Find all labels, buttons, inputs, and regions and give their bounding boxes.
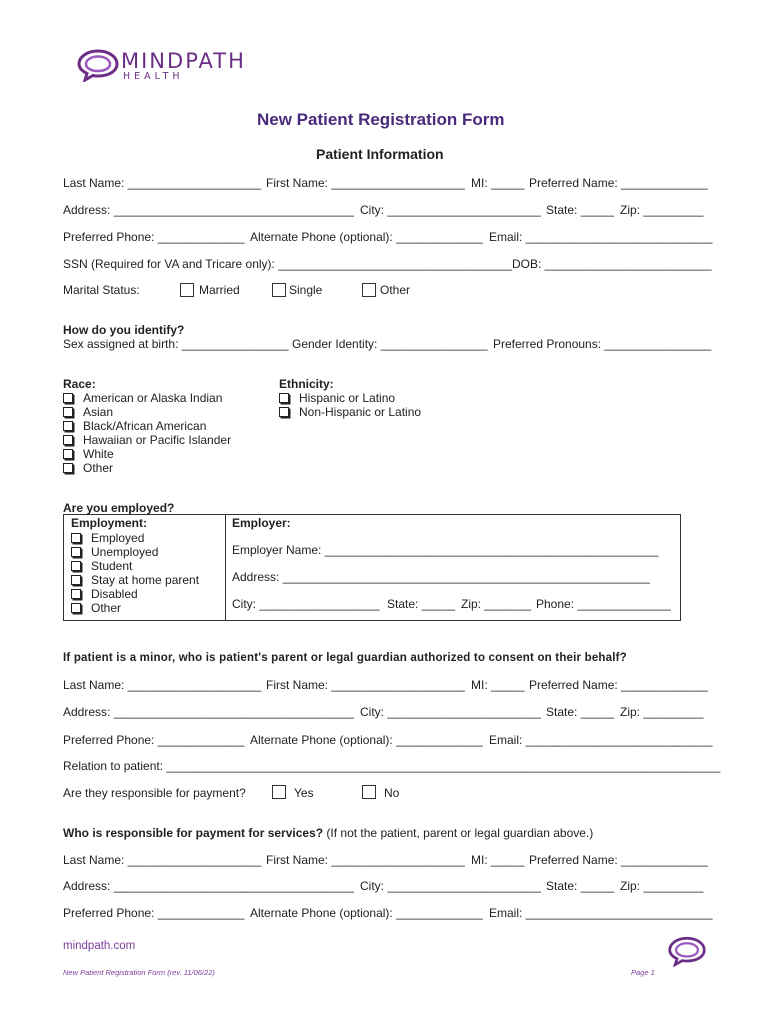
- ethnicity-option[interactable]: Hispanic or Latino: [279, 391, 395, 405]
- race-option[interactable]: Other: [63, 461, 113, 475]
- married-label: Married: [199, 283, 240, 297]
- payment-heading: [63, 826, 593, 840]
- sex-assigned-field[interactable]: Sex assigned at birth: ________________: [63, 337, 289, 351]
- ssn-field[interactable]: SSN (Required for VA and Tricare only): ___________________________________: [63, 257, 512, 271]
- employer-state-field[interactable]: State: _____: [387, 597, 456, 611]
- payer-city-field[interactable]: City: _______________________: [360, 879, 541, 893]
- race-option[interactable]: Asian: [63, 405, 113, 419]
- payer-zip-field[interactable]: Zip: _________: [620, 879, 704, 893]
- speech-bubble-logo-icon: [76, 48, 120, 82]
- payer-first-name-field[interactable]: First Name: ____________________: [266, 853, 465, 867]
- footer-page-number: Page 1: [631, 968, 655, 977]
- no-checkbox[interactable]: [362, 785, 376, 799]
- race-option[interactable]: American or Alaska Indian: [63, 391, 222, 405]
- logo-wordmark: MINDPATH: [121, 49, 246, 73]
- guardian-heading: If patient is a minor, who is patient's parent or legal guardian authorized to consent on their behalf?: [63, 652, 627, 664]
- footer-url: mindpath.com: [63, 940, 136, 952]
- payer-mi-field[interactable]: MI: _____: [471, 853, 525, 867]
- employment-option[interactable]: Disabled: [71, 587, 138, 601]
- relation-field[interactable]: Relation to patient: ___________________________________________________________________________________: [63, 759, 721, 773]
- single-checkbox[interactable]: [272, 283, 286, 297]
- state-field[interactable]: State: _____: [546, 203, 615, 217]
- employment-divider: [225, 515, 226, 620]
- gender-identity-field[interactable]: Gender Identity: ________________: [292, 337, 488, 351]
- checklist-box-icon[interactable]: [279, 393, 289, 403]
- preferred-name-field[interactable]: Preferred Name: _____________: [529, 176, 708, 190]
- single-label: Single: [289, 283, 323, 297]
- guardian-mi-field[interactable]: MI: _____: [471, 678, 525, 692]
- employer-city-field[interactable]: City: __________________: [232, 597, 380, 611]
- payer-preferred-phone-field[interactable]: Preferred Phone: _____________: [63, 906, 245, 920]
- address-field[interactable]: Address: ____________________________________: [63, 203, 354, 217]
- checklist-box-icon[interactable]: [63, 393, 73, 403]
- guardian-state-field[interactable]: State: _____: [546, 705, 615, 719]
- employment-table: [63, 514, 681, 621]
- checklist-box-icon[interactable]: [63, 435, 73, 445]
- checklist-box-icon[interactable]: [71, 533, 81, 543]
- no-label: No: [384, 786, 400, 800]
- employment-option[interactable]: Employed: [71, 531, 144, 545]
- logo-subtitle: HEALTH: [123, 71, 184, 82]
- employment-option[interactable]: Student: [71, 559, 132, 573]
- pronouns-field[interactable]: Preferred Pronouns: ________________: [493, 337, 712, 351]
- preferred-phone-field[interactable]: Preferred Phone: _____________: [63, 230, 245, 244]
- payment-heading-bold: Who is responsible for payment for services?: [63, 826, 324, 840]
- checklist-box-icon[interactable]: [71, 603, 81, 613]
- other-checkbox[interactable]: [362, 283, 376, 297]
- employment-option[interactable]: Unemployed: [71, 545, 158, 559]
- patient-info-heading: Patient Information: [316, 146, 444, 162]
- guardian-first-name-field[interactable]: First Name: ____________________: [266, 678, 465, 692]
- employer-heading: Employer:: [232, 516, 291, 530]
- guardian-email-field[interactable]: Email: ____________________________: [489, 733, 713, 747]
- ethnicity-heading: Ethnicity:: [279, 377, 334, 391]
- form-title: New Patient Registration Form: [257, 110, 505, 129]
- checklist-box-icon[interactable]: [71, 589, 81, 599]
- married-checkbox[interactable]: [180, 283, 194, 297]
- guardian-last-name-field[interactable]: Last Name: ____________________: [63, 678, 262, 692]
- city-field[interactable]: City: _______________________: [360, 203, 541, 217]
- guardian-address-field[interactable]: Address: ____________________________________: [63, 705, 354, 719]
- checklist-box-icon[interactable]: [63, 407, 73, 417]
- yes-checkbox[interactable]: [272, 785, 286, 799]
- payment-heading-note: (If not the patient, parent or legal guardian above.): [323, 826, 594, 840]
- employer-name-field[interactable]: Employer Name: __________________________________________________: [232, 543, 659, 557]
- last-name-field[interactable]: Last Name: ____________________: [63, 176, 262, 190]
- payer-state-field[interactable]: State: _____: [546, 879, 615, 893]
- checklist-box-icon[interactable]: [279, 407, 289, 417]
- other-label: Other: [380, 283, 411, 297]
- alternate-phone-field[interactable]: Alternate Phone (optional): _____________: [250, 230, 483, 244]
- race-option[interactable]: Hawaiian or Pacific Islander: [63, 433, 231, 447]
- checklist-box-icon[interactable]: [71, 575, 81, 585]
- responsible-question: Are they responsible for payment?: [63, 786, 246, 800]
- payer-email-field[interactable]: Email: ____________________________: [489, 906, 713, 920]
- guardian-alternate-phone-field[interactable]: Alternate Phone (optional): _____________: [250, 733, 483, 747]
- employment-option[interactable]: Stay at home parent: [71, 573, 199, 587]
- payer-address-field[interactable]: Address: ____________________________________: [63, 879, 354, 893]
- guardian-zip-field[interactable]: Zip: _________: [620, 705, 704, 719]
- identity-heading: How do you identify?: [63, 323, 185, 337]
- guardian-preferred-phone-field[interactable]: Preferred Phone: _____________: [63, 733, 245, 747]
- dob-field[interactable]: DOB: _________________________: [512, 257, 712, 271]
- yes-label: Yes: [294, 786, 314, 800]
- checklist-box-icon[interactable]: [63, 421, 73, 431]
- employer-address-field[interactable]: Address: _______________________________________________________: [232, 570, 650, 584]
- email-field[interactable]: Email: ____________________________: [489, 230, 713, 244]
- race-option[interactable]: White: [63, 447, 114, 461]
- payer-last-name-field[interactable]: Last Name: ____________________: [63, 853, 262, 867]
- footer-revision: New Patient Registration Form (rev. 11/06/22): [63, 968, 215, 977]
- first-name-field[interactable]: First Name: ____________________: [266, 176, 465, 190]
- checklist-box-icon[interactable]: [63, 449, 73, 459]
- employer-phone-field[interactable]: Phone: ______________: [536, 597, 671, 611]
- mi-field[interactable]: MI: _____: [471, 176, 525, 190]
- speech-bubble-logo-icon: [667, 935, 707, 967]
- payer-preferred-name-field[interactable]: Preferred Name: _____________: [529, 853, 708, 867]
- checklist-box-icon[interactable]: [71, 561, 81, 571]
- employer-zip-field[interactable]: Zip: _______: [461, 597, 532, 611]
- marital-status-label: Marital Status:: [63, 283, 140, 297]
- employment-heading: Employment:: [71, 516, 148, 530]
- zip-field[interactable]: Zip: _________: [620, 203, 704, 217]
- ethnicity-option[interactable]: Non-Hispanic or Latino: [279, 405, 421, 419]
- checklist-box-icon[interactable]: [71, 547, 81, 557]
- payer-alternate-phone-field[interactable]: Alternate Phone (optional): _____________: [250, 906, 483, 920]
- race-heading: Race:: [63, 377, 96, 391]
- employed-question: Are you employed?: [63, 501, 175, 515]
- employment-option[interactable]: Other: [71, 601, 121, 615]
- guardian-city-field[interactable]: City: _______________________: [360, 705, 541, 719]
- checklist-box-icon[interactable]: [63, 463, 73, 473]
- race-option[interactable]: Black/African American: [63, 419, 206, 433]
- guardian-preferred-name-field[interactable]: Preferred Name: _____________: [529, 678, 708, 692]
